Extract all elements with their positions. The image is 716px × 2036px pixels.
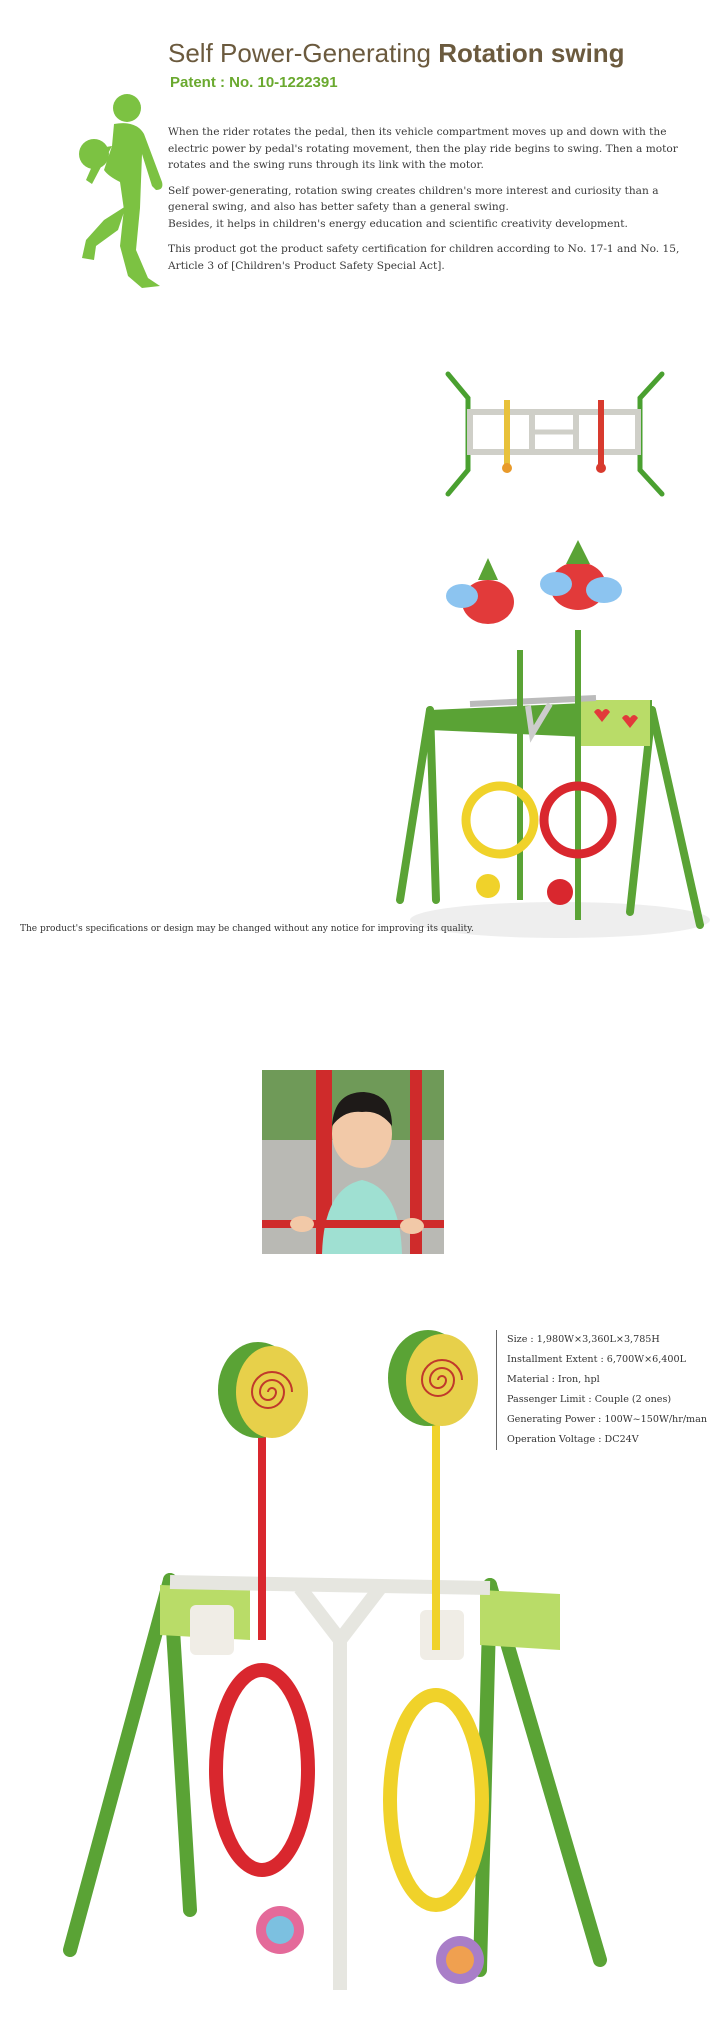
top-view-illustration <box>440 370 670 500</box>
spec-size: Size : 1,980W×3,360L×3,785H <box>507 1334 660 1345</box>
child-photo <box>262 1070 444 1254</box>
description-paragraph: When the rider rotates the pedal, then its vehicle compartment moves up and down with the electric power by pedal's rotating movement, then the play ride begins to swing. Then a motor rotates and the swing runs through its link with the motor. <box>168 126 678 171</box>
title-light: Self Power-Generating <box>168 38 439 68</box>
spec-operation-voltage: Operation Voltage : DC24V <box>507 1434 639 1445</box>
disclaimer-note: The product's specifications or design may be changed without any notice for improving its quality. <box>20 924 474 934</box>
product-illustration <box>40 1320 660 2020</box>
spec-passenger-limit: Passenger Limit : Couple (2 ones) <box>507 1394 672 1405</box>
spec-installment-extent: Installment Extent : 6,700W×6,400L <box>507 1354 686 1365</box>
description-sentence: Self power-generating, rotation swing creates children's more interest and curiosity than a general swing, and also has better safety than a general swing. <box>168 184 659 213</box>
description-paragraph <box>168 183 688 233</box>
page-title <box>168 38 625 69</box>
spec-material: Material : Iron, hpl <box>507 1374 600 1385</box>
description-paragraph: This product got the product safety certification for children according to No. 17-1 and No. 15, Article 3 of [Children's Product Safety Special Act]. <box>168 243 680 272</box>
kid-silhouette-icon <box>64 90 174 290</box>
perspective-view-illustration <box>360 540 710 950</box>
product-description <box>168 124 688 283</box>
patent-number: Patent : No. 10-1222391 <box>170 74 338 91</box>
spec-generating-power: Generating Power : 100W~150W/hr/man <box>507 1414 708 1425</box>
description-sentence: Besides, it helps in children's energy education and scientific creativity development. <box>168 217 628 230</box>
title-bold: Rotation swing <box>438 38 625 68</box>
